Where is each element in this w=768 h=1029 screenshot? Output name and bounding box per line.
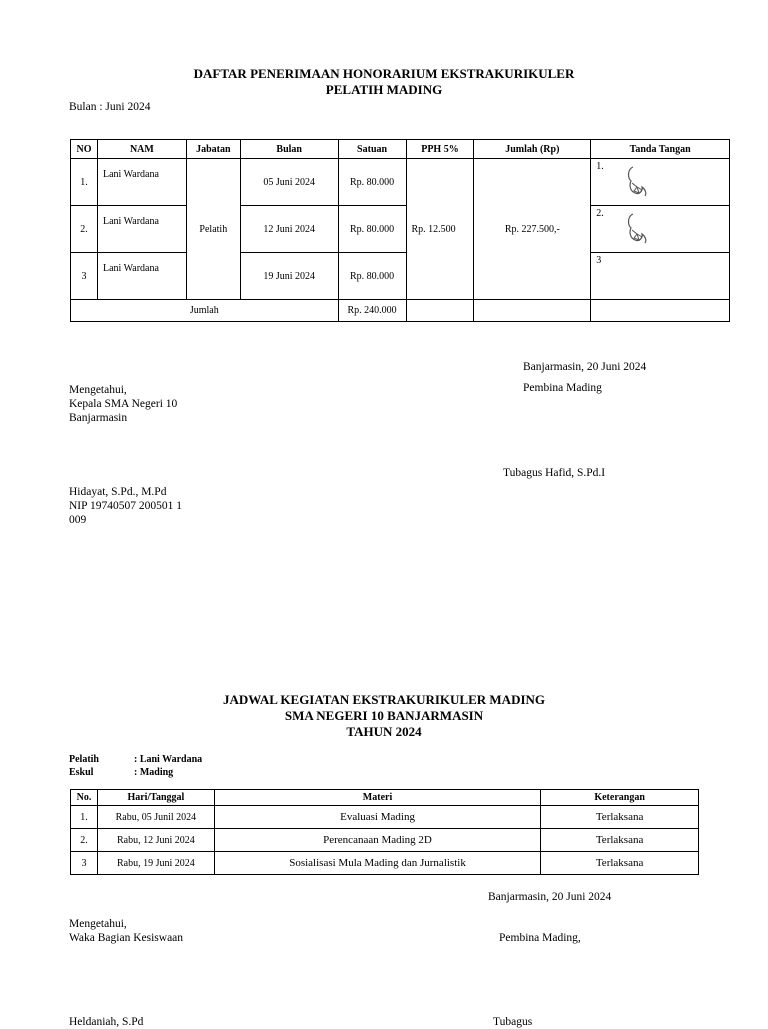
jabatan-cell: Pelatih xyxy=(186,159,240,300)
header-satuan: Satuan xyxy=(338,140,406,159)
schedule-table xyxy=(70,789,699,875)
row-no: 2. xyxy=(71,206,98,253)
row-tanggal: Rabu, 05 Junil 2024 xyxy=(97,806,214,829)
row-satuan: Rp. 80.000 xyxy=(338,159,406,206)
handwritten-signature-icon xyxy=(625,163,649,199)
header-no: NO xyxy=(71,140,98,159)
table-row xyxy=(71,852,699,875)
doc1-mengetahui: Mengetahui, xyxy=(69,384,127,396)
row-nama: Lani Wardana xyxy=(97,206,186,253)
eskul-label: Eskul xyxy=(69,767,94,778)
header-materi: Materi xyxy=(214,790,540,806)
total-empty xyxy=(406,300,474,322)
row-satuan: Rp. 80.000 xyxy=(338,206,406,253)
row-bulan: 19 Juni 2024 xyxy=(240,253,338,300)
pph-cell: Rp. 12.500 xyxy=(406,159,474,300)
doc1-title-line2: PELATIH MADING xyxy=(325,82,443,97)
doc2-title-line2: SMA NEGERI 10 BANJARMASIN xyxy=(284,708,484,723)
table-header-row xyxy=(71,790,699,806)
doc2-pembina-title: Pembina Mading, xyxy=(499,932,581,944)
header-pph: PPH 5% xyxy=(406,140,474,159)
signature-cell xyxy=(591,159,730,206)
doc1-pembina-title: Pembina Mading xyxy=(523,382,602,394)
total-empty xyxy=(474,300,591,322)
doc1-kepala-line2: Banjarmasin xyxy=(69,412,128,424)
row-no: 3 xyxy=(71,253,98,300)
row-satuan: Rp. 80.000 xyxy=(338,253,406,300)
eskul-value: : Mading xyxy=(134,767,174,778)
doc1-pembina-name: Tubagus Hafid, S.Pd.I xyxy=(503,467,606,479)
row-nama: Lani Wardana xyxy=(97,253,186,300)
total-label: Jumlah xyxy=(71,300,339,322)
table-row xyxy=(71,829,699,852)
row-keterangan: Terlaksana xyxy=(541,829,699,852)
doc1-kepala-nip-line2: 009 xyxy=(69,514,87,526)
row-materi: Evaluasi Mading xyxy=(214,806,540,829)
total-value: Rp. 240.000 xyxy=(338,300,406,322)
header-hari-tanggal: Hari/Tanggal xyxy=(97,790,214,806)
header-keterangan: Keterangan xyxy=(541,790,699,806)
row-nama: Lani Wardana xyxy=(97,159,186,206)
doc2-title-line3: TAHUN 2024 xyxy=(346,724,422,739)
doc2-mengetahui: Mengetahui, xyxy=(69,918,127,930)
header-no: No. xyxy=(71,790,98,806)
doc2-title-line1: JADWAL KEGIATAN EKSTRAKURIKULER MADING xyxy=(222,692,546,707)
row-no: 2. xyxy=(71,829,98,852)
doc2-place-date: Banjarmasin, 20 Juni 2024 xyxy=(488,891,612,903)
doc1-place-date: Banjarmasin, 20 Juni 2024 xyxy=(523,361,647,373)
doc1-kepala-line1: Kepala SMA Negeri 10 xyxy=(69,398,178,410)
doc1-title-line1: DAFTAR PENERIMAAN HONORARIUM EKSTRAKURIKULER xyxy=(193,66,575,81)
doc2-waka: Waka Bagian Kesiswaan xyxy=(69,932,184,944)
doc1-kepala-nip-line1: NIP 19740507 200501 1 xyxy=(69,500,182,512)
jumlah-cell: Rp. 227.500,- xyxy=(474,159,591,300)
doc2-waka-name: Heldaniah, S.Pd xyxy=(69,1016,144,1028)
table-row xyxy=(71,159,730,206)
header-nama: NAM xyxy=(97,140,186,159)
signature-cell xyxy=(591,253,730,300)
row-tanggal: Rabu, 12 Juni 2024 xyxy=(97,829,214,852)
signature-cell xyxy=(591,206,730,253)
row-materi: Sosialisasi Mula Mading dan Jurnalistik xyxy=(214,852,540,875)
honorarium-table xyxy=(70,139,730,322)
handwritten-signature-icon xyxy=(625,210,649,246)
pelatih-value: : Lani Wardana xyxy=(134,754,203,765)
row-no: 1. xyxy=(71,159,98,206)
total-row xyxy=(71,300,730,322)
header-tanda-tangan: Tanda Tangan xyxy=(591,140,730,159)
row-bulan: 12 Juni 2024 xyxy=(240,206,338,253)
table-row xyxy=(71,806,699,829)
signature-number: 1. xyxy=(596,161,604,172)
header-jabatan: Jabatan xyxy=(186,140,240,159)
row-tanggal: Rabu, 19 Juni 2024 xyxy=(97,852,214,875)
row-bulan: 05 Juni 2024 xyxy=(240,159,338,206)
doc2-pembina-name: Tubagus xyxy=(493,1016,533,1028)
header-jumlah: Jumlah (Rp) xyxy=(474,140,591,159)
header-bulan: Bulan xyxy=(240,140,338,159)
row-no: 1. xyxy=(71,806,98,829)
table-row xyxy=(71,253,730,300)
signature-number: 2. xyxy=(596,208,604,219)
signature-number: 3 xyxy=(596,255,602,266)
row-materi: Perencanaan Mading 2D xyxy=(214,829,540,852)
row-no: 3 xyxy=(71,852,98,875)
total-empty xyxy=(591,300,730,322)
table-row xyxy=(71,206,730,253)
pelatih-label: Pelatih xyxy=(69,754,99,765)
row-keterangan: Terlaksana xyxy=(541,806,699,829)
doc1-bulan: Bulan : Juni 2024 xyxy=(69,101,151,113)
doc1-kepala-name: Hidayat, S.Pd., M.Pd xyxy=(69,486,167,498)
row-keterangan: Terlaksana xyxy=(541,852,699,875)
table-header-row xyxy=(71,140,730,159)
